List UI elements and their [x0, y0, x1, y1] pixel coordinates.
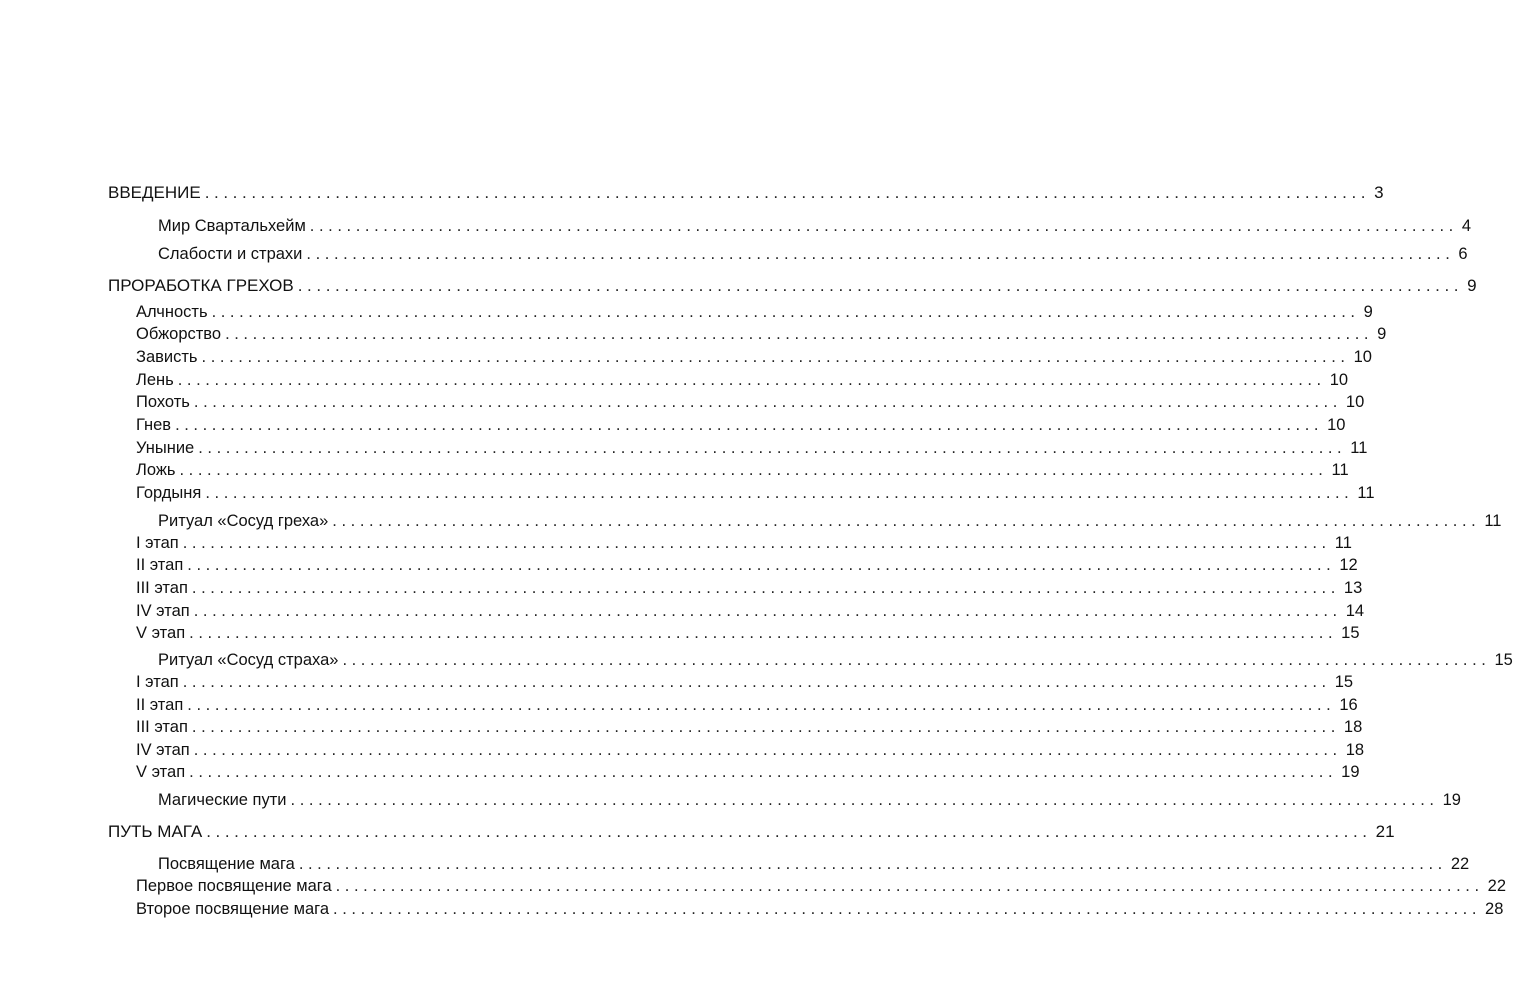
toc-entry-obzhorstvo[interactable] [0, 320, 1387, 344]
toc-entry-page: 9 [1377, 325, 1387, 343]
dot-leader: ............................................................................................................................. [333, 900, 1482, 918]
toc-entry-page: 22 [1450, 855, 1470, 873]
toc-entry-page: 9 [1363, 303, 1373, 321]
toc-entry-page: 10 [1353, 348, 1372, 366]
dot-leader: ............................................................................................................................. [335, 877, 1484, 895]
toc-entry-page: 22 [1487, 877, 1507, 895]
dot-leader: ............................................................................................................................. [332, 512, 1481, 530]
toc-entry-unynie[interactable] [0, 434, 1368, 458]
toc-entry-grekh-etap-3[interactable] [0, 574, 1363, 598]
toc-entry-page: 10 [1329, 371, 1349, 389]
toc-entry-page: 18 [1343, 718, 1363, 736]
dot-leader: ............................................................................................................................. [177, 371, 1326, 389]
dot-leader: ............................................................................................................................. [182, 673, 1331, 691]
toc-entry-page: 12 [1339, 556, 1358, 574]
toc-entry-title: Обжорство [136, 325, 222, 343]
toc-entry-title: Ложь [136, 461, 176, 479]
toc-entry-page: 18 [1345, 741, 1365, 759]
toc-entry-lozh[interactable] [0, 456, 1349, 480]
toc-entry-page: 4 [1461, 217, 1472, 235]
dot-leader: ............................................................................................................................. [198, 439, 1347, 457]
toc-entry-page: 15 [1334, 673, 1354, 691]
toc-entry-page: 15 [1494, 651, 1513, 669]
toc-entry-page: 10 [1327, 416, 1346, 434]
toc-entry-slabosti-i-strakhi[interactable] [0, 240, 1468, 264]
toc-entry-title: Второе посвящение мага [136, 900, 330, 918]
dot-leader: ............................................................................................................................. [187, 556, 1336, 574]
dot-leader: ............................................................................................................................. [191, 718, 1340, 736]
dot-leader: ............................................................................................................................. [201, 348, 1350, 366]
toc-entry-title: I этап [136, 534, 179, 552]
dot-leader: ............................................................................................................................. [298, 855, 1447, 873]
toc-entry-title: IV этап [136, 602, 190, 620]
dot-leader: ............................................................................................................................. [189, 763, 1338, 781]
toc-entry-page: 16 [1339, 696, 1358, 714]
toc-entry-strakh-etap-1[interactable] [0, 668, 1354, 692]
toc-entry-title: V этап [136, 763, 186, 781]
toc-entry-page: 21 [1375, 822, 1395, 841]
toc-entry-page: 11 [1334, 534, 1352, 552]
toc-entry-page: 13 [1343, 579, 1363, 597]
dot-leader: ............................................................................................................................. [175, 416, 1324, 434]
toc-entry-strakh-etap-2[interactable] [0, 691, 1358, 715]
toc-entry-grekh-etap-4[interactable] [0, 597, 1365, 621]
toc-entry-ritual-sosud-strakha[interactable] [0, 646, 1513, 670]
toc-entry-pokhot[interactable] [0, 388, 1365, 412]
dot-leader: ............................................................................................................................. [342, 651, 1491, 669]
toc-entry-page: 10 [1345, 393, 1365, 411]
toc-entry-page: 11 [1331, 461, 1349, 479]
toc-entry-title: Слабости и страхи [158, 245, 303, 263]
toc-entry-zavist[interactable] [0, 343, 1372, 367]
toc-entry-title: Ритуал «Сосуд греха» [158, 512, 329, 530]
toc-entry-page: 11 [1350, 439, 1368, 457]
toc-entry-strakh-etap-4[interactable] [0, 736, 1365, 760]
toc-entry-title: Зависть [136, 348, 198, 366]
toc-entry-title: ПРОРАБОТКА ГРЕХОВ [108, 276, 294, 295]
toc-entry-put-maga[interactable] [0, 818, 1395, 842]
toc-entry-title: II этап [136, 556, 184, 574]
toc-entry-len[interactable] [0, 366, 1349, 390]
dot-leader: ............................................................................................................................. [290, 791, 1439, 809]
toc-entry-alchnost[interactable] [0, 298, 1373, 322]
dot-leader: ............................................................................................................................. [306, 245, 1455, 263]
toc-entry-gnev[interactable] [0, 411, 1346, 435]
toc-entry-page: 28 [1485, 900, 1504, 918]
toc-entry-title: II этап [136, 696, 184, 714]
toc-entry-title: III этап [136, 718, 188, 736]
dot-leader: ............................................................................................................................. [193, 741, 1342, 759]
toc-entry-strakh-etap-5[interactable] [0, 758, 1360, 782]
dot-leader: ............................................................................................................................. [191, 579, 1340, 597]
dot-leader: ............................................................................................................................. [205, 484, 1354, 502]
toc-entry-title: V этап [136, 624, 186, 642]
toc-entry-ritual-sosud-grekha[interactable] [0, 507, 1502, 531]
toc-entry-title: Первое посвящение мага [136, 877, 332, 895]
toc-entry-vvedenie[interactable] [0, 179, 1384, 203]
dot-leader: ............................................................................................................................. [182, 534, 1331, 552]
toc-entry-title: IV этап [136, 741, 190, 759]
toc-entry-gordynya[interactable] [0, 479, 1375, 503]
toc-entry-page: 11 [1357, 484, 1375, 502]
dot-leader: ............................................................................................................................. [193, 393, 1342, 411]
toc-entry-page: 19 [1442, 791, 1461, 809]
toc-entry-title: Гнев [136, 416, 172, 434]
dot-leader: ............................................................................................................................. [211, 303, 1360, 321]
dot-leader: ............................................................................................................................. [204, 183, 1371, 202]
toc-entry-grekh-etap-2[interactable] [0, 551, 1358, 575]
toc-entry-page: 6 [1458, 245, 1468, 263]
toc-entry-strakh-etap-3[interactable] [0, 713, 1363, 737]
toc-entry-title: ВВЕДЕНИЕ [108, 183, 201, 202]
toc-entry-title: Похоть [136, 393, 190, 411]
toc-entry-title: Уныние [136, 439, 195, 457]
toc-entry-title: I этап [136, 673, 179, 691]
toc-entry-title: Ритуал «Сосуд страха» [158, 651, 339, 669]
toc-entry-page: 9 [1467, 276, 1477, 295]
dot-leader: ............................................................................................................................. [206, 822, 1372, 841]
toc-entry-magicheskie-puti[interactable] [0, 786, 1461, 810]
toc-entry-title: Посвящение мага [158, 855, 295, 873]
toc-entry-title: ПУТЬ МАГА [108, 822, 203, 841]
dot-leader: ............................................................................................................................. [193, 602, 1342, 620]
toc-entry-title: III этап [136, 579, 188, 597]
toc-entry-grekh-etap-5[interactable] [0, 619, 1360, 643]
toc-entry-page: 14 [1345, 602, 1365, 620]
toc-entry-grekh-etap-1[interactable] [0, 529, 1352, 553]
toc-entry-page: 15 [1341, 624, 1360, 642]
dot-leader: ............................................................................................................................. [189, 624, 1338, 642]
toc-entry-title: Гордыня [136, 484, 202, 502]
toc-entry-page: 11 [1484, 512, 1502, 530]
dot-leader: ............................................................................................................................. [179, 461, 1328, 479]
toc-entry-title: Мир Свартальхейм [158, 217, 306, 235]
dot-leader: ............................................................................................................................. [187, 696, 1336, 714]
toc-entry-mir-svartalheim[interactable] [0, 212, 1472, 236]
dot-leader: ............................................................................................................................. [297, 276, 1464, 295]
toc-entry-posvyashchenie-maga[interactable] [0, 850, 1470, 874]
toc-entry-pervoe-posvyashchenie[interactable] [0, 872, 1507, 896]
dot-leader: ............................................................................................................................. [309, 217, 1458, 235]
toc-entry-title: Лень [136, 371, 174, 389]
dot-leader: ............................................................................................................................. [225, 325, 1374, 343]
toc-entry-page: 3 [1374, 183, 1384, 202]
toc-entry-title: Магические пути [158, 791, 287, 809]
toc-entry-title: Алчность [136, 303, 208, 321]
toc-entry-page: 19 [1341, 763, 1360, 781]
toc-entry-prorabotka-grekhov[interactable] [0, 272, 1477, 296]
toc-entry-vtoroe-posvyashchenie[interactable] [0, 895, 1504, 919]
